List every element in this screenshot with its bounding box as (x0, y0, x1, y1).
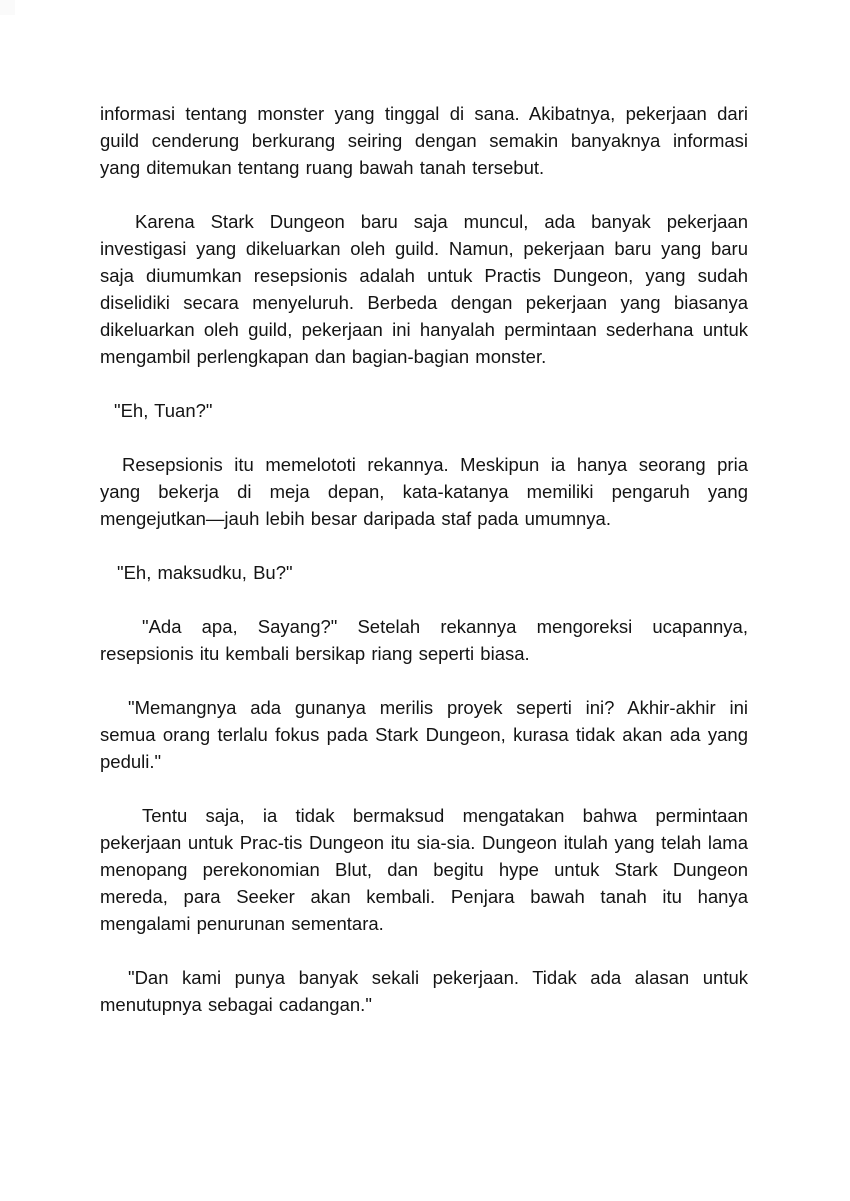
paragraph-dialogue: "Ada apa, Sayang?" Setelah rekannya mengoreksi ucapannya, resepsionis itu kembali bersikap riang seperti biasa. (100, 616, 748, 664)
paragraph-continuation: informasi tentang monster yang tinggal di sana. Akibatnya, pekerjaan dari guild cenderung berkurang seiring dengan semakin banyaknya informasi yang ditemukan tentang ruang bawah tanah tersebut. (100, 103, 748, 178)
paragraph-dialogue: "Memangnya ada gunanya merilis proyek seperti ini? Akhir-akhir ini semua orang terlalu fokus pada Stark Dungeon, kurasa tidak akan ada yang peduli." (100, 697, 748, 772)
novel-text-page (100, 100, 748, 1018)
paragraph-narration: Karena Stark Dungeon baru saja muncul, ada banyak pekerjaan investigasi yang dikeluarkan oleh guild. Namun, pekerjaan baru yang baru saja diumumkan resepsionis adalah untuk Practis Dungeon, yang sudah diselidiki secara menyeluruh. Berbeda dengan pekerjaan yang biasanya dikeluarkan oleh guild, pekerjaan ini hanyalah permintaan sederhana untuk mengambil perlengkapan dan bagian-bagian monster. (100, 211, 748, 367)
paragraph-dialogue: "Eh, Tuan?" (114, 400, 213, 421)
paragraph-dialogue: "Eh, maksudku, Bu?" (117, 562, 293, 583)
paragraph-narration: Resepsionis itu memelototi rekannya. Meskipun ia hanya seorang pria yang bekerja di meja depan, kata-katanya memiliki pengaruh yang mengejutkan—jauh lebih besar daripada staf pada umumnya. (100, 454, 748, 529)
paragraph-dialogue: "Dan kami punya banyak sekali pekerjaan. Tidak ada alasan untuk menutupnya sebagai cadangan." (100, 967, 748, 1015)
page-corner-artifact (0, 0, 15, 15)
paragraph-narration: Tentu saja, ia tidak bermaksud mengatakan bahwa permintaan pekerjaan untuk Prac-tis Dungeon itu sia-sia. Dungeon itulah yang telah lama menopang perekonomian Blut, dan begitu hype untuk Stark Dungeon mereda, para Seeker akan kembali. Penjara bawah tanah itu hanya mengalami penurunan sementara. (100, 805, 748, 934)
